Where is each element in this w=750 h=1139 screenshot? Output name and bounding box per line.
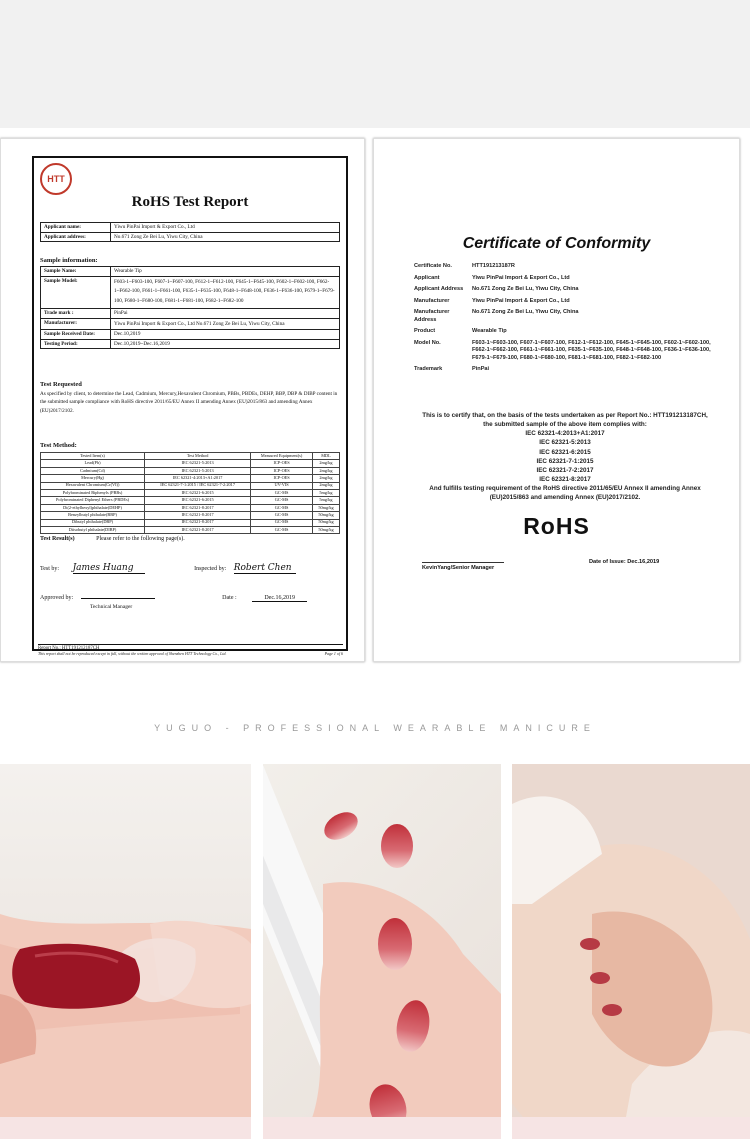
date-label: Date : [222, 595, 237, 601]
coc-row-label: Trademark [414, 366, 443, 373]
method-cell: 5mg/kg [312, 489, 339, 496]
method-cell: 2mg/kg [312, 475, 339, 482]
standards-list [420, 429, 710, 484]
coc-row-value: No.671 Zong Ze Bei Lu, Yiwu City, China [472, 309, 579, 316]
received-label: Sample Received Date: [41, 330, 111, 340]
inspected-label: Inspected by: [194, 566, 227, 572]
coc-row-label: Applicant Address [414, 286, 464, 293]
standard-item: IEC 62321-8:2017 [539, 475, 591, 483]
method-cell: 2mg/kg [312, 460, 339, 467]
requested-text: As specified by client, to determine the Lead, Cadmium, Mercury,Hexavalent Chromium, PBBs, PBDEs, DEHP, BBP, DBP & DIBP content in the submitted sample compliance with RoHS directive 2011/65/EU Annex II amending Annex (EU)2015/863 and amending Annex (EU)2017/2102. [40, 391, 338, 414]
coc-row-label: Product [414, 328, 436, 335]
manufacturer: Yiwu PinPai Import & Export Co., Ltd No.671 Zong Ze Bei Lu, Yiwu City, China [111, 318, 340, 330]
nail-tip-hand-illustration [0, 764, 251, 1139]
report-number: Report No.: HTT191212187CH [38, 646, 100, 651]
method-cell: 5mg/kg [312, 497, 339, 504]
footer-note: This report shall not be reproduced except in full, without the written approval of Shenzhen HTT Technology Co., Ltd. [38, 651, 227, 656]
report-date: Dec.16,2019 [252, 595, 307, 602]
period-label: Testing Period: [41, 339, 111, 349]
method-cell: Cadmium(Cd) [41, 467, 145, 474]
method-header-cell: MDL [312, 453, 339, 460]
sample-info-heading: Sample information: [40, 257, 98, 264]
photo-hand-on-belly [512, 764, 750, 1139]
coc-row [414, 366, 714, 374]
method-cell: IEC 62321-7-1:2015 / IEC 62321-7-2:2017 [145, 482, 251, 489]
coc-row-value: F603-1~F603-100, F607-1~F607-100, F612-1~F612-100, F645-1~F645-100, F602-1~F602-100, F662-1~F662-100, F661-1~F661-100, F635-1~F635-100, F648-1~F648-100, F636-1~F636-100, F679-1~F679-100, F680-1~F680-100, F681-1~F681-100, F682-1~F682-100 [472, 339, 711, 361]
rohs-mark: RoHS [523, 513, 590, 539]
standard-item: IEC 62321-5:2013 [539, 439, 591, 447]
method-cell: Lead(Pb) [41, 460, 145, 467]
method-cell: Mercury(Hg) [41, 475, 145, 482]
coc-issue-date: Date of Issue: Dec.16,2019 [589, 559, 660, 565]
coc-row-label: Manufacturer [414, 297, 450, 304]
received-date: Dec.10,2019 [111, 330, 340, 340]
method-cell: Diisobutyl phthalate(DIBP) [41, 526, 145, 533]
method-cell: IEC 62321-8:2017 [145, 512, 251, 519]
photo-ombre-nails [263, 764, 501, 1139]
method-row [41, 512, 340, 519]
coc-title: Certificate of Conformity [462, 235, 651, 252]
standard-item: IEC 62321-7-2:2017 [536, 466, 594, 474]
results-row [40, 536, 185, 542]
approved-label: Approved by: [40, 595, 74, 601]
method-cell: 50mg/kg [312, 504, 339, 511]
method-cell: GC-MS [251, 504, 313, 511]
method-table [40, 452, 340, 534]
coc-row [414, 309, 714, 324]
trade-mark-label: Trade mark : [41, 309, 111, 319]
applicant-name-label: Applicant name: [41, 223, 111, 233]
photo2-pink-bar [263, 1117, 501, 1139]
method-row [41, 497, 340, 504]
coc-row-label: Model No. [414, 339, 441, 346]
method-cell: IEC 62321-8:2017 [145, 504, 251, 511]
coc-row-value: No.671 Zong Ze Bei Lu, Yiwu City, China [472, 286, 579, 293]
coc-row-label: Certificate No. [414, 263, 452, 269]
method-header-cell: Tested Item(s) [41, 453, 145, 460]
method-row [41, 460, 340, 467]
test-by-label: Test by: [40, 566, 60, 572]
method-header-cell: Test Method [145, 453, 251, 460]
method-cell: 2mg/kg [312, 482, 339, 489]
approved-line [81, 592, 155, 599]
coc-row-value: Wearable Tip [472, 328, 507, 335]
photo-nail-tip-hand [0, 764, 251, 1139]
standard-item: IEC 62321-6:2015 [539, 448, 591, 456]
coc-row-value: HTT191213187R [472, 263, 515, 269]
method-cell: Benzylbutyl phthalate(BBP) [41, 512, 145, 519]
manufacturer-label: Manufacturer: [41, 318, 111, 330]
method-cell: IEC 62321-8:2017 [145, 526, 251, 533]
coc-row [414, 340, 714, 363]
applicant-address-label: Applicant address: [41, 232, 111, 242]
coc-row-value: PinPai [472, 366, 490, 373]
coc-row [414, 328, 714, 336]
ombre-nails-illustration [263, 764, 501, 1139]
method-cell: 50mg/kg [312, 519, 339, 526]
method-row [41, 467, 340, 474]
method-cell: UV-VIS [251, 482, 313, 489]
signature-row-2 [40, 592, 340, 602]
coc-row-label: Manufacturer Address [414, 309, 450, 323]
photo1-pink-bar [0, 1117, 251, 1139]
method-cell: 50mg/kg [312, 512, 339, 519]
certify-text: This is to certify that, on the basis of the tests undertaken as per Report No.: HTT191213187CH, the submitted sample of the above item complies with: [422, 412, 708, 429]
method-cell: ICP-OES [251, 475, 313, 482]
sample-model-label: Sample Model: [41, 276, 111, 309]
requested-heading: Test Requested [40, 381, 82, 388]
coc-row-label: Applicant [414, 274, 440, 281]
approved-role: Technical Manager [90, 604, 133, 610]
results-label: Test Result(s) [40, 536, 75, 542]
method-row [41, 519, 340, 526]
standard-item: IEC 62321-4:2013+A1:2017 [525, 430, 605, 438]
method-cell: GC-MS [251, 497, 313, 504]
standard-item: IEC 62321-7-1:2015 [536, 457, 594, 465]
method-cell: 50mg/kg [312, 526, 339, 533]
coc-row [414, 298, 714, 306]
method-row [41, 489, 340, 496]
belly-hand-illustration [512, 764, 750, 1139]
photo3-pink-bar [512, 1117, 750, 1139]
fulfils-text: And fulfills testing requirement of the RoHS directive 2011/65/EU Annex II amending Annex (EU)2015/863 and amending Annex (EU)2017/2102. [429, 485, 701, 502]
method-row [41, 482, 340, 489]
method-cell: GC-MS [251, 519, 313, 526]
rohs-report-frame [32, 156, 348, 656]
sample-name-label: Sample Name: [41, 267, 111, 277]
top-gray-band [0, 0, 750, 128]
coc-row [414, 286, 714, 294]
method-cell: IEC 62321-5:2013 [145, 460, 251, 467]
coc-info-list [414, 263, 714, 378]
applicant-name: Yiwu PinPai Import & Export Co., Ltd [111, 223, 340, 233]
method-cell: GC-MS [251, 489, 313, 496]
coc-row [414, 263, 714, 271]
applicant-address: No.671 Zong Ze Bei Lu, Yiwu City, China [111, 232, 340, 242]
htt-logo-icon: HTT [40, 163, 72, 195]
method-cell: IEC 62321-5:2013 [145, 467, 251, 474]
coc-row-value: Yiwu PinPai Import & Export Co., Ltd [472, 297, 570, 304]
method-row [41, 504, 340, 511]
report-footer [38, 644, 343, 656]
coc-row [414, 275, 714, 283]
page-number: Page 1 of 6 [324, 651, 343, 656]
method-row [41, 526, 340, 533]
inspected-signature: Robert Chen [234, 563, 296, 574]
testing-period: Dec.10,2019~Dec.16,2019 [111, 339, 340, 349]
method-cell: 2mg/kg [312, 467, 339, 474]
signature-row-1 [40, 563, 340, 574]
method-header-cell: Measured Equipment(s) [251, 453, 313, 460]
method-cell: Di(2-ethylhexyl)phthalate(DEHP) [41, 504, 145, 511]
coc-card [373, 138, 740, 662]
method-cell: IEC 62321-6:2015 [145, 497, 251, 504]
method-cell: Dibutyl phthalate(DBP) [41, 519, 145, 526]
sample-name: Wearable Tip [111, 267, 340, 277]
trade-mark: PinPai [111, 309, 340, 319]
method-heading: Test Method: [40, 442, 77, 449]
method-cell: Hexavalent Chromium(Cr(VI)) [41, 482, 145, 489]
method-cell: ICP-OES [251, 460, 313, 467]
method-cell: Polybrominated Biphenyls (PBBs) [41, 489, 145, 496]
coc-body [420, 411, 710, 502]
test-by-signature: James Huang [73, 563, 145, 574]
coc-signer: KevinYang/Senior Manager [422, 562, 504, 571]
method-cell: GC-MS [251, 512, 313, 519]
method-cell: GC-MS [251, 526, 313, 533]
results-text: Please refer to the following page(s). [96, 536, 185, 542]
method-cell: Polybrominated Diphenyl Ethers (PBDEs) [41, 497, 145, 504]
rohs-title: RoHS Test Report [131, 194, 249, 210]
coc-row-value: Yiwu PinPai Import & Export Co., Ltd [472, 274, 570, 281]
method-cell: IEC 62321-6:2015 [145, 489, 251, 496]
method-cell: ICP-OES [251, 467, 313, 474]
sample-table [40, 266, 340, 349]
sample-model: F603-1~F603-100, F607-1~F607-100, F612-1~F612-100, F645-1~F645-100, F602-1~F602-100, F662-1~F662-100, F661-1~F661-100, F635-1~F635-100, F648-1~F648-100, F636-1~F636-100, F679-1~F679-100, F680-1~F680-100, F681-1~F681-100, F682-1~F682-100 [111, 276, 340, 309]
method-row [41, 475, 340, 482]
rohs-report-card [0, 138, 365, 662]
brand-tagline: YUGUO - PROFESSIONAL WEARABLE MANICURE [154, 723, 596, 733]
applicant-table [40, 222, 340, 242]
method-cell: IEC 62321-8:2017 [145, 519, 251, 526]
method-cell: IEC 62321-4:2013+A1:2017 [145, 475, 251, 482]
